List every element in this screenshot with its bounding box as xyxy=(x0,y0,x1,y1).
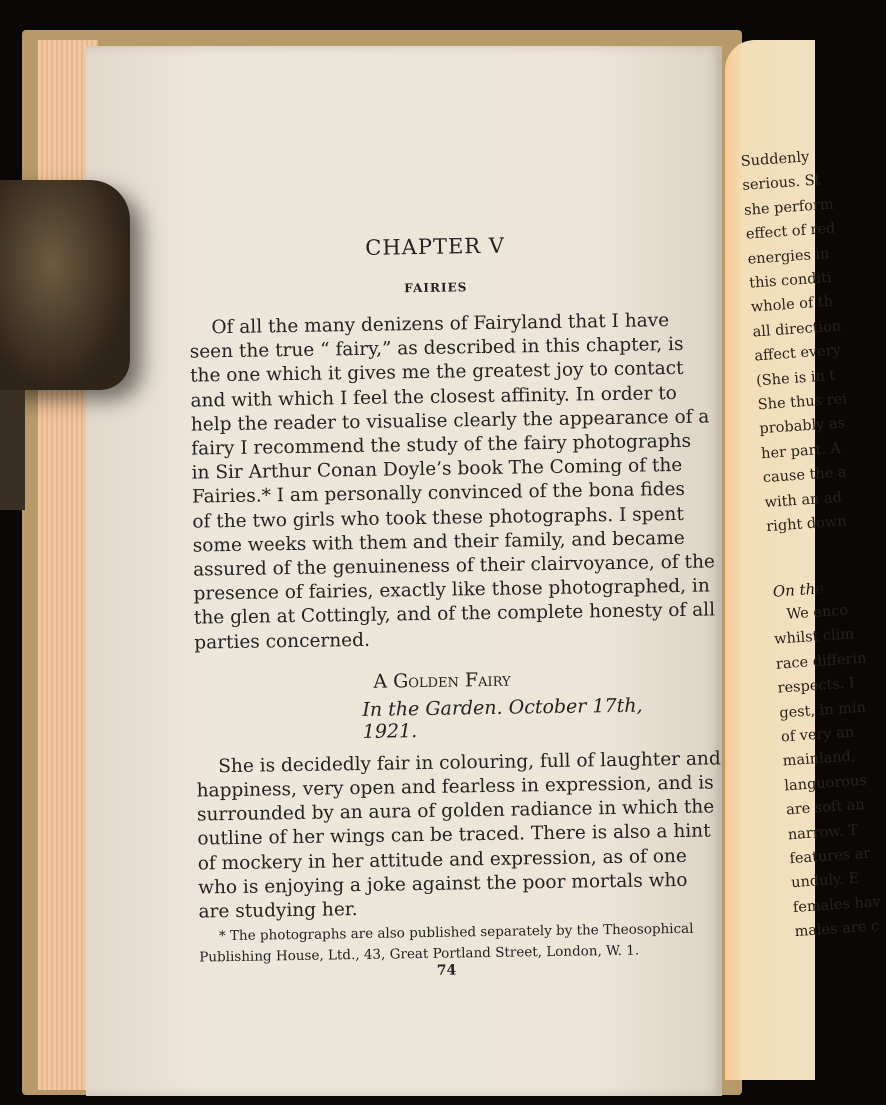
text-line: happiness, very open and fearless in expression, and is xyxy=(196,772,714,802)
book-stand-clip xyxy=(0,180,130,390)
text-line: of very an xyxy=(780,724,855,746)
text-line: all direction xyxy=(752,318,842,341)
text-line: She is decidedly fair in colouring, full of laughter and xyxy=(218,748,721,778)
text-line: some weeks with them and their family, and became xyxy=(192,527,685,557)
text-line: seen the true “ fairy,” as described in this chapter, is xyxy=(189,334,684,363)
text-line: languorous xyxy=(783,772,868,795)
text-line: mainland, xyxy=(782,748,857,770)
text-line: are soft an xyxy=(785,797,866,819)
book-stand-base xyxy=(0,390,25,510)
text-line: are studying her. xyxy=(198,899,358,923)
text-line: assured of the genuineness of their clairvoyance, of the xyxy=(193,551,716,581)
text-line: unduly. E xyxy=(790,870,860,892)
text-line: She thus rei xyxy=(757,391,848,414)
section-title: A Golden Fairy xyxy=(373,668,511,693)
chapter-subtitle: FAIRIES xyxy=(404,280,468,296)
text-line: Fairies.* I am personally convinced of the bona fides xyxy=(191,479,686,509)
text-line: effect of red xyxy=(745,220,836,243)
text-line: Publishing House, Ltd., 43, Great Portland Street, London, W. 1. xyxy=(199,942,640,966)
text-line: energies in xyxy=(747,245,830,268)
left-page-text xyxy=(100,231,721,984)
text-line: females hav xyxy=(792,893,882,916)
text-line: gest, in min xyxy=(778,699,867,722)
text-line: she perform xyxy=(743,196,835,219)
text-line: right down xyxy=(765,513,848,536)
text-line: * The photographs are also published separately by the Theosophical xyxy=(218,921,694,945)
text-line: cause the a xyxy=(762,464,848,487)
text-line: race differin xyxy=(775,650,867,673)
text-line: this conditi xyxy=(748,269,833,292)
text-line: her part. A xyxy=(760,440,842,463)
text-line: with an ad xyxy=(764,489,843,511)
page-number: 74 xyxy=(436,962,457,980)
text-line: outline of her wings can be traced. There is also a hint xyxy=(197,820,711,850)
text-line: who is enjoying a joke against the poor mortals who xyxy=(198,869,688,899)
text-line: narrow. T xyxy=(787,822,859,843)
text-line: the one which it gives me the greatest joy to contact xyxy=(189,358,684,388)
text-line: of the two girls who took these photographs. I spent xyxy=(192,503,684,533)
text-line: (She is in t xyxy=(755,367,836,390)
chapter-title: CHAPTER V xyxy=(365,233,506,260)
text-line: and with which I feel the closest affinity. In order to xyxy=(190,382,677,412)
text-line: in Sir Arthur Conan Doyle’s book The Coming of the xyxy=(191,455,683,484)
text-line: fairy I recommend the study of the fairy photographs xyxy=(191,430,692,460)
text-line: surrounded by an aura of golden radiance in which the xyxy=(196,796,715,826)
text-line: Suddenly xyxy=(740,149,810,170)
text-line: help the reader to visualise clearly the appearance of a xyxy=(190,406,710,436)
text-line: of mockery in her attitude and expression, as of one xyxy=(197,845,687,875)
text-line: Of all the many denizens of Fairyland that I have xyxy=(211,310,670,339)
text-line: respects. I xyxy=(777,675,856,697)
paragraph-1 xyxy=(101,309,716,657)
text-line: probably as xyxy=(759,415,846,438)
right-section-heading: On the xyxy=(772,578,825,601)
paragraph-2 xyxy=(108,748,721,927)
text-line: the glen at Cottingly, and of the complete honesty of all xyxy=(193,599,716,630)
text-line: parties concerned. xyxy=(194,629,371,654)
text-line: features ar xyxy=(789,845,871,868)
text-line: affect every xyxy=(753,342,842,365)
section-date: In the Garden. October 17th, 1921. xyxy=(362,694,643,743)
text-line: whilst clim xyxy=(773,626,855,649)
text-line: serious. St xyxy=(741,172,822,195)
text-line: presence of fairies, exactly like those photographed, in xyxy=(193,575,710,605)
text-line: We enco xyxy=(785,602,849,623)
text-line: whole of th xyxy=(750,294,834,317)
text-line: males are c xyxy=(794,918,880,941)
